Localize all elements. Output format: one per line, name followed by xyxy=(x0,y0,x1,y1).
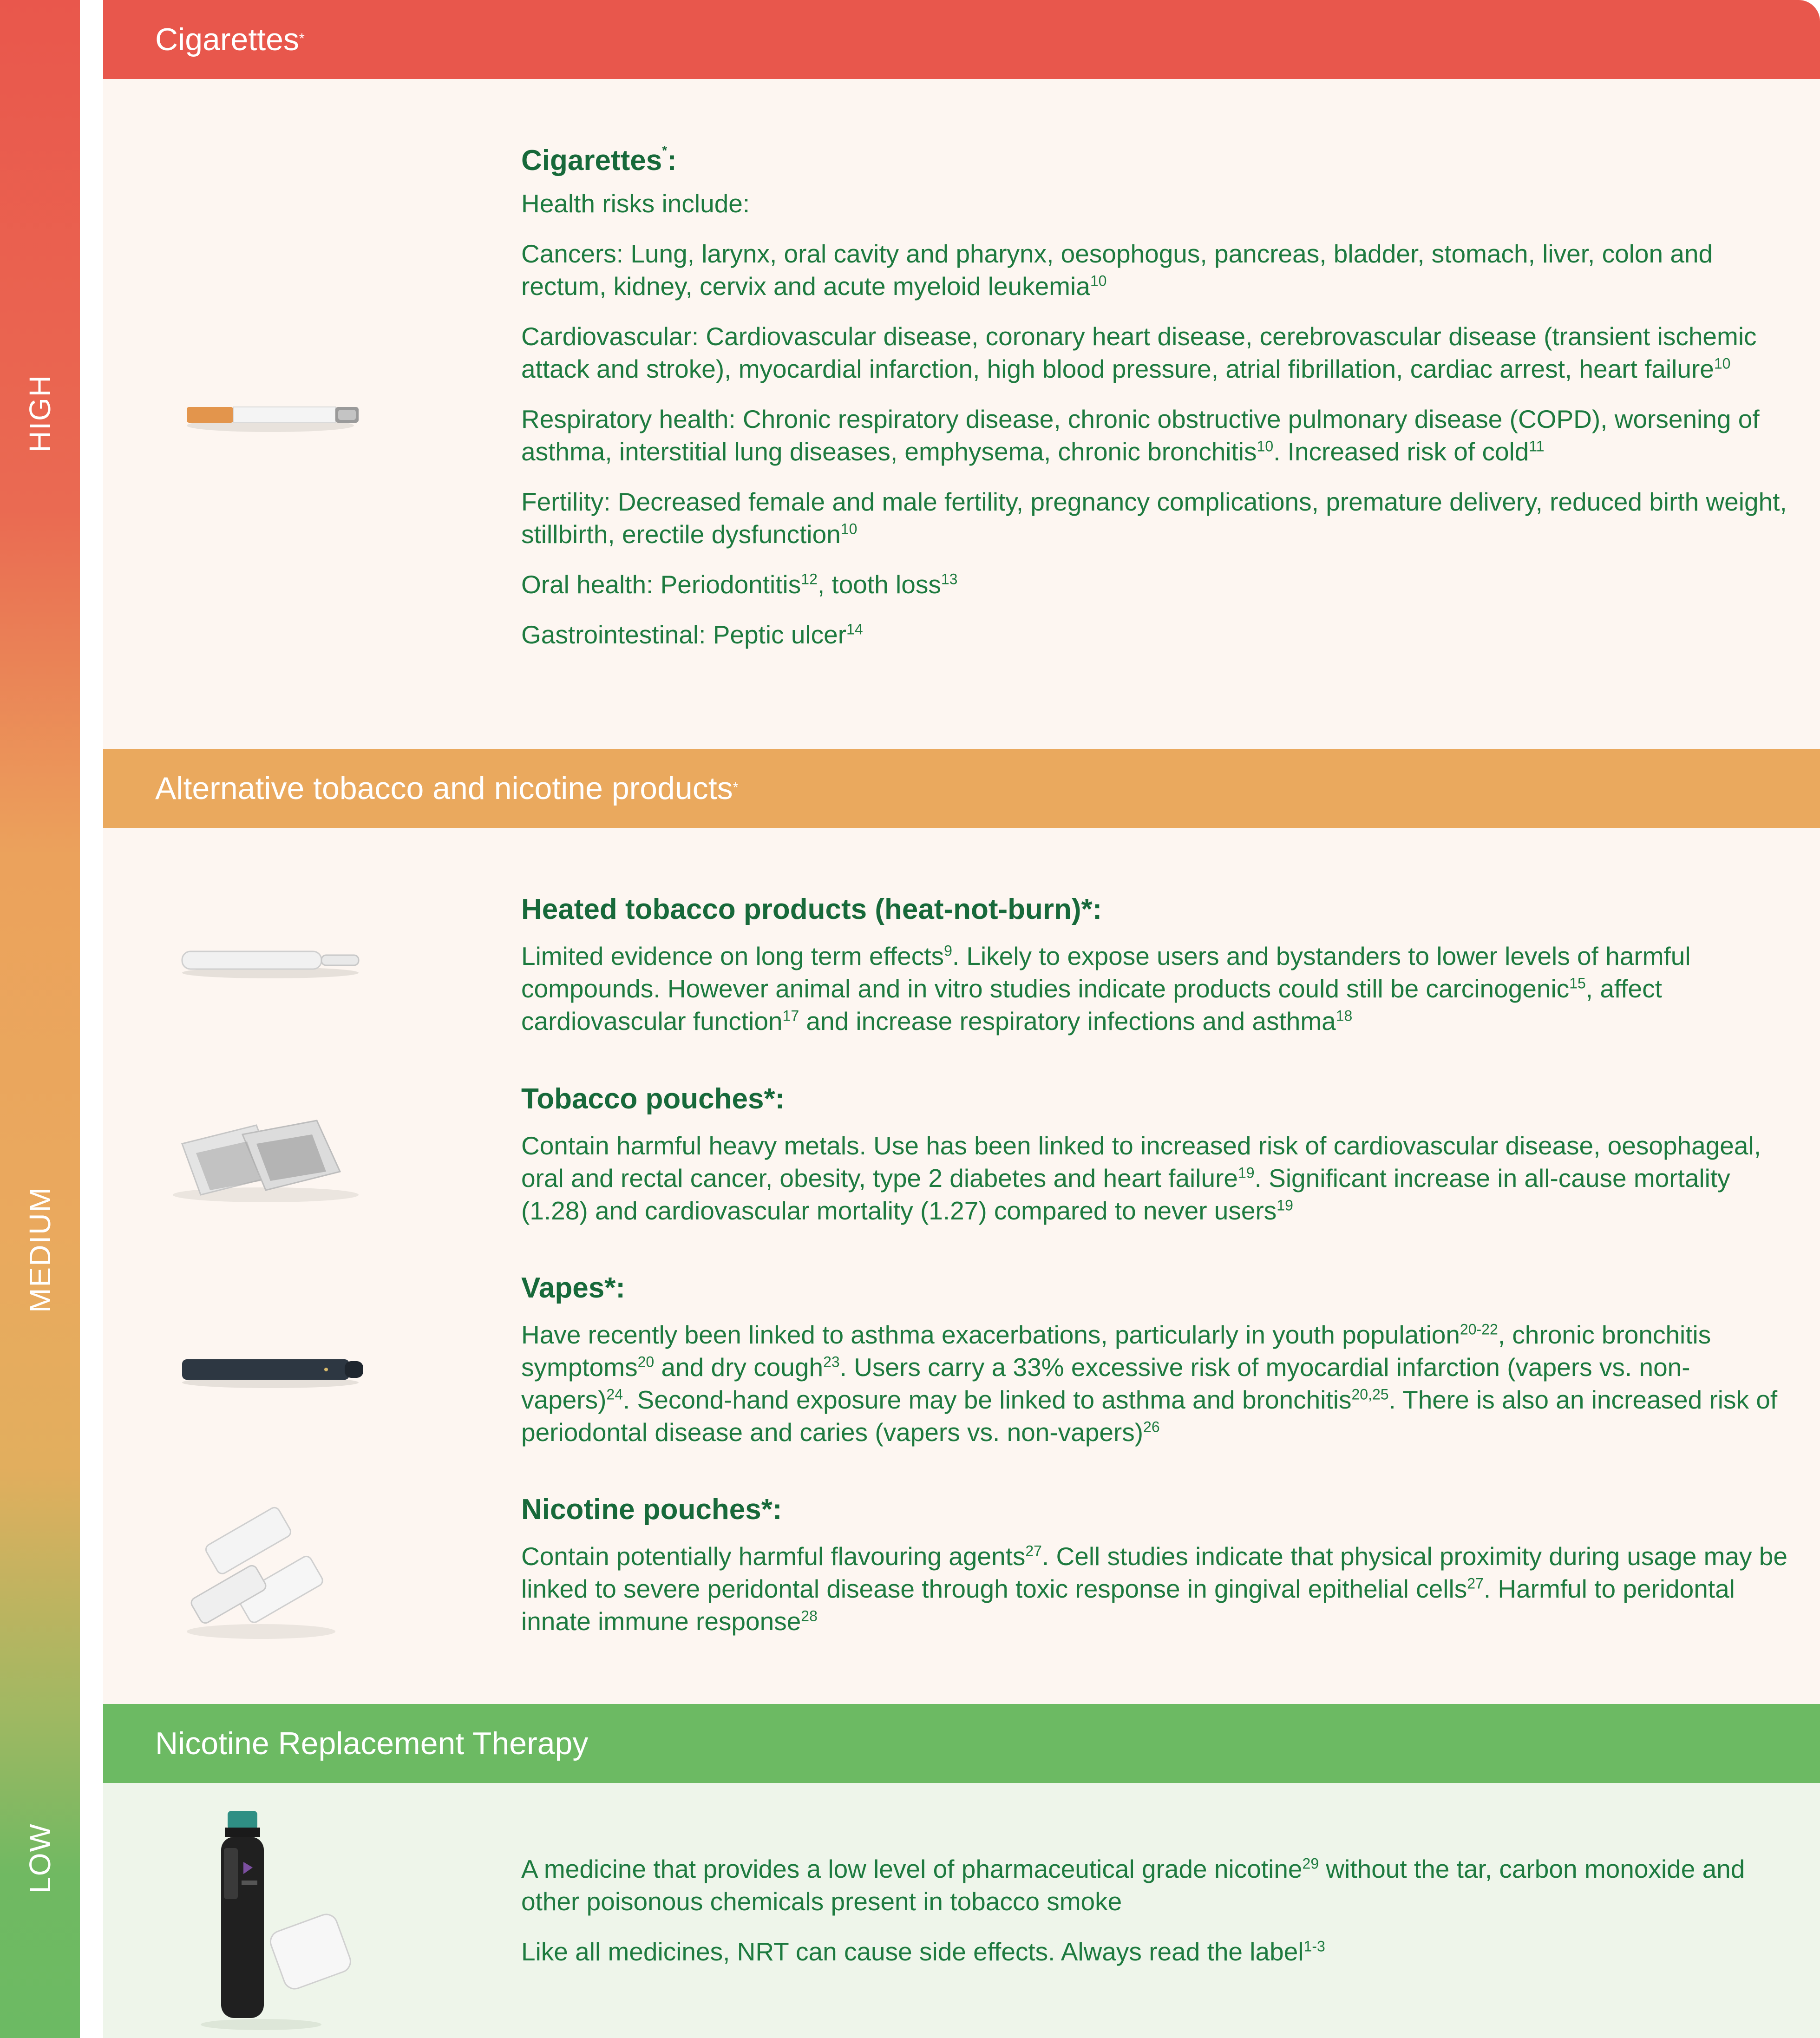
body-text: , affect cardiovascular function xyxy=(521,974,1662,1035)
nrt-text-block xyxy=(521,1853,1789,1986)
risk-item-text: Fertility: Decreased female and male fertility, pregnancy complications, premature delivery, reduced birth weight, stillbirth, erectile dysfunction xyxy=(521,487,1787,549)
section-body-alternatives xyxy=(103,828,1820,1704)
risk-item-text: Cancers: Lung, larynx, oral cavity and pharynx, oesophogus, pancreas, bladder, stomach, liver, colon and rectum, kidney, cervix and acute myeloid leukemia xyxy=(521,239,1713,301)
asterisk-mark: * xyxy=(733,779,739,795)
reference-superscript: 12 xyxy=(801,570,818,588)
body-text: Limited evidence on long term effects xyxy=(521,942,944,970)
reference-superscript: 29 xyxy=(1302,1855,1319,1872)
reference-superscript: 20 xyxy=(637,1353,655,1370)
reference-superscript: 27 xyxy=(1025,1542,1042,1560)
reference-superscript: 10 xyxy=(1090,272,1107,289)
reference-superscript: 20,25 xyxy=(1351,1386,1389,1403)
section-body-nrt xyxy=(103,1783,1820,2038)
reference-superscript: 20-22 xyxy=(1460,1321,1498,1338)
cigarettes-title-text: Cigarettes xyxy=(521,144,662,177)
risk-item-text: Gastrointestinal: Peptic ulcer xyxy=(521,620,847,649)
reference-superscript: 1-3 xyxy=(1303,1938,1325,1955)
risk-label-high: HIGH xyxy=(23,374,57,452)
body-text: . Significant increase in all-cause mortality (1.28) and cardiovascular mortality (1.27) compared to never users xyxy=(521,1164,1730,1225)
body-text: Contain potentially harmful flavouring agents xyxy=(521,1542,1026,1571)
reference-superscript: 17 xyxy=(782,1007,799,1024)
risk-item-cancers xyxy=(521,237,1789,302)
nrt-product-image xyxy=(191,1811,359,2034)
reference-superscript: 18 xyxy=(1336,1007,1353,1024)
heated-tobacco-block xyxy=(521,893,1789,1055)
body-text: . Harmful to peridontal innate immune response xyxy=(521,1574,1735,1636)
reference-superscript: 14 xyxy=(846,621,863,638)
reference-superscript: 10 xyxy=(1714,355,1731,372)
risk-scale-bar xyxy=(0,0,80,2038)
heated-tobacco-title: Heated tobacco products (heat-not-burn)*: xyxy=(521,893,1102,925)
asterisk-mark: * xyxy=(299,30,305,46)
body-text: Have recently been linked to asthma exacerbations, particularly in youth population xyxy=(521,1320,1460,1349)
nicotine-pouches-image xyxy=(173,1497,349,1645)
nrt-side-effects xyxy=(521,1935,1789,1968)
reference-superscript: 19 xyxy=(1277,1197,1293,1214)
cigarette-image xyxy=(173,389,368,440)
reference-superscript: 27 xyxy=(1467,1575,1484,1592)
reference-superscript: 15 xyxy=(1569,975,1586,992)
body-text: and dry cough xyxy=(654,1353,824,1382)
risk-item-text: Cardiovascular: Cardiovascular disease, coronary heart disease, cerebrovascular disease (transient ischemic attack and stroke), myocardial infarction, high blood pressure, atrial fibrillation, cardiac arrest, heart failure xyxy=(521,322,1757,383)
nrt-description xyxy=(521,1853,1789,1918)
risk-item-text: Oral health: Periodontitis xyxy=(521,570,801,599)
heated-tobacco-text xyxy=(521,940,1789,1037)
body-text: A medicine that provides a low level of pharmaceutical grade nicotine xyxy=(521,1855,1303,1883)
risk-label-low: LOW xyxy=(23,1823,57,1894)
section-header-cigarettes xyxy=(103,0,1820,79)
reference-superscript: 28 xyxy=(801,1607,818,1625)
section-body-cigarettes xyxy=(103,79,1820,749)
section-title: Alternative tobacco and nicotine products xyxy=(155,771,733,806)
risk-label-medium: MEDIUM xyxy=(23,1186,57,1313)
nicotine-pouches-block xyxy=(521,1493,1789,1655)
body-text: and increase respiratory infections and asthma xyxy=(799,1007,1336,1035)
reference-superscript: 13 xyxy=(941,570,958,588)
reference-superscript: 24 xyxy=(606,1386,623,1403)
heated-tobacco-image xyxy=(168,935,373,986)
health-risks-intro: Health risks include: xyxy=(521,189,750,218)
body-text: . There is also an increased risk of periodontal disease and caries (vapers vs. non-vapers) xyxy=(521,1385,1778,1447)
risk-item-text: . Increased risk of cold xyxy=(1273,437,1529,466)
risk-item-cardiovascular xyxy=(521,320,1789,385)
section-header-nrt xyxy=(103,1704,1820,1783)
reference-superscript: 19 xyxy=(1237,1164,1255,1181)
tobacco-pouches-block xyxy=(521,1082,1789,1245)
risk-item-oral xyxy=(521,568,1789,601)
vapes-text xyxy=(521,1318,1789,1448)
asterisk-mark: * xyxy=(662,143,668,157)
vapes-title: Vapes*: xyxy=(521,1272,626,1304)
risk-item-text: , tooth loss xyxy=(817,570,941,599)
reference-superscript: 11 xyxy=(1529,438,1545,455)
body-text: . Likely to expose users and bystanders to lower levels of harmful compounds. However animal and in vitro studies indicate products could still be carcinogenic xyxy=(521,942,1691,1003)
nicotine-pouches-text xyxy=(521,1540,1789,1638)
title-colon: : xyxy=(667,144,677,177)
nicotine-pouches-title: Nicotine pouches*: xyxy=(521,1494,782,1526)
reference-superscript: 26 xyxy=(1143,1418,1160,1435)
body-text: without the tar, carbon monoxide and other poisonous chemicals present in tobacco smoke xyxy=(521,1855,1745,1916)
section-header-alternatives xyxy=(103,749,1820,828)
risk-item-gastrointestinal xyxy=(521,618,1789,651)
body-text: Contain harmful heavy metals. Use has been linked to increased risk of cardiovascular disease, oesophageal, oral and rectal cancer, obesity, type 2 diabetes and heart failure xyxy=(521,1131,1761,1193)
vape-image xyxy=(168,1343,373,1395)
body-text: , chronic bronchitis symptoms xyxy=(521,1320,1711,1382)
tobacco-pouches-text xyxy=(521,1129,1789,1227)
risk-item-fertility xyxy=(521,485,1789,550)
cigarettes-text-block xyxy=(521,144,1789,668)
body-text: Like all medicines, NRT can cause side effects. Always read the label xyxy=(521,1937,1304,1966)
risk-item-text: Respiratory health: Chronic respiratory disease, chronic obstructive pulmonary disease (COPD), worsening of asthma, interstitial lung diseases, emphysema, chronic bronchitis xyxy=(521,405,1760,466)
vapes-block xyxy=(521,1271,1789,1466)
reference-superscript: 10 xyxy=(840,520,858,537)
body-text: . Second-hand exposure may be linked to asthma and bronchitis xyxy=(623,1385,1352,1414)
risk-item-respiratory xyxy=(521,403,1789,468)
cigarettes-title xyxy=(521,144,1789,177)
reference-superscript: 9 xyxy=(944,942,952,959)
tobacco-pouches-title: Tobacco pouches*: xyxy=(521,1083,785,1115)
reference-superscript: 23 xyxy=(823,1353,840,1370)
tobacco-pouches-image xyxy=(164,1107,368,1209)
body-text: . Users carry a 33% excessive risk of myocardial infarction (vapers vs. non-vapers) xyxy=(521,1353,1690,1414)
section-title: Nicotine Replacement Therapy xyxy=(155,1726,589,1761)
section-title: Cigarettes xyxy=(155,22,299,57)
body-text: . Cell studies indicate that physical proximity during usage may be linked to severe peridontal disease through toxic response in gingival epithelial cells xyxy=(521,1542,1787,1603)
reference-superscript: 10 xyxy=(1257,438,1274,455)
